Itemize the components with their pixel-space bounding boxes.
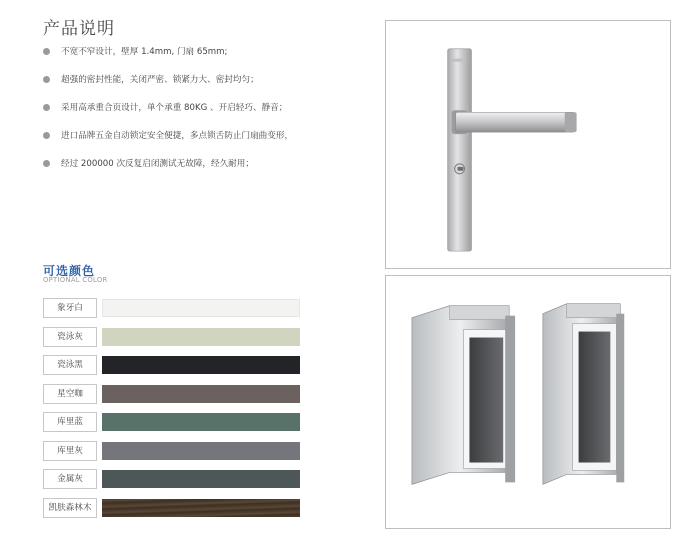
swatch-color [102, 442, 300, 460]
color-swatch-row [43, 327, 303, 356]
bullet-dot-icon [43, 48, 50, 55]
feature-text: 超强的密封性能，关闭严密、锁紧力大、密封均匀； [61, 75, 259, 85]
swatch-label: 库里蓝 [43, 412, 97, 432]
color-swatch-row [43, 498, 303, 527]
color-swatch-list [43, 298, 303, 526]
bullet-dot-icon [43, 160, 50, 167]
swatch-color [102, 299, 300, 317]
feature-list [43, 46, 353, 186]
color-swatch-row [43, 298, 303, 327]
door-handle-image [385, 20, 671, 269]
optional-color-subtitle: OPTIONAL COLOR [43, 276, 108, 284]
feature-text: 采用高承重合页设计，单个承重 80KG 、开启轻巧、静音； [61, 103, 288, 113]
swatch-label: 象牙白 [43, 298, 97, 318]
color-swatch-row [43, 469, 303, 498]
feature-item [43, 46, 353, 74]
feature-text: 进口品牌五金自动锁定安全便捷，多点锁舌防止门扇曲变形， [61, 131, 294, 141]
swatch-label: 库里灰 [43, 441, 97, 461]
product-description-title: 产品说明 [43, 19, 115, 39]
color-swatch-row [43, 412, 303, 441]
swatch-color [102, 385, 300, 403]
swatch-color [102, 356, 300, 374]
swatch-label: 金属灰 [43, 469, 97, 489]
feature-item [43, 102, 353, 130]
swatch-color [102, 413, 300, 431]
feature-text: 经过 200000 次反复启闭测试无故障，经久耐用； [61, 159, 254, 169]
bullet-dot-icon [43, 76, 50, 83]
bullet-dot-icon [43, 132, 50, 139]
swatch-color [102, 470, 300, 488]
swatch-color [102, 328, 300, 346]
feature-item [43, 74, 353, 102]
swatch-label: 凯肤森林木 [43, 498, 97, 518]
feature-item [43, 130, 353, 158]
feature-text: 不宽不窄设计，壁厚 1.4mm, 门扇 65mm; [61, 47, 228, 57]
swatch-label: 瓷泳灰 [43, 327, 97, 347]
color-swatch-row [43, 441, 303, 470]
feature-item [43, 158, 353, 186]
bullet-dot-icon [43, 104, 50, 111]
optional-color-title: 可选颜色 [43, 264, 96, 278]
door-profile-image [385, 275, 671, 529]
swatch-color [102, 499, 300, 517]
swatch-label: 星空咖 [43, 384, 97, 404]
swatch-label: 瓷泳黑 [43, 355, 97, 375]
door-handle-illustration [386, 21, 670, 268]
color-swatch-row [43, 355, 303, 384]
color-swatch-row [43, 384, 303, 413]
door-profile-illustration [386, 276, 670, 528]
